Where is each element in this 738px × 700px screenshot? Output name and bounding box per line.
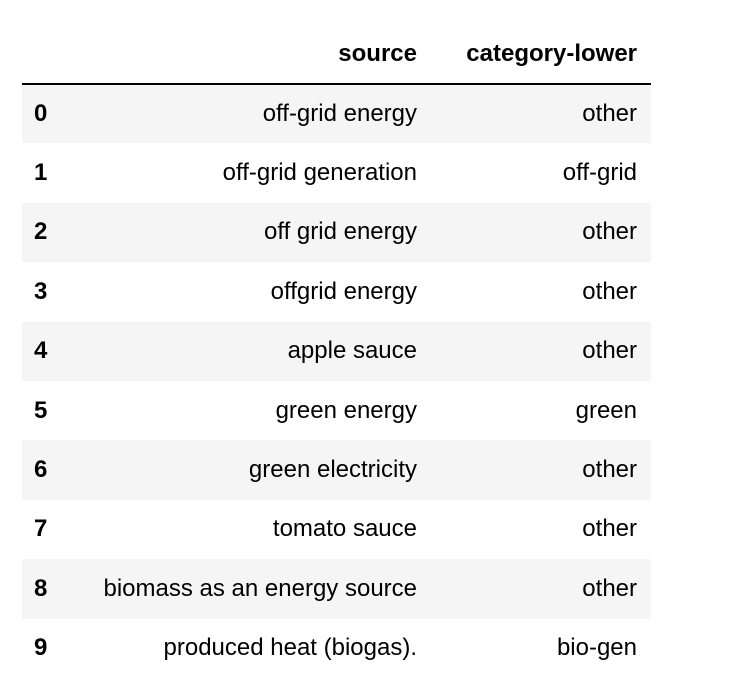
source-cell: tomato sauce: [272, 515, 417, 543]
table-row: [22, 619, 651, 678]
category-cell: other: [582, 100, 637, 128]
category-cell: other: [582, 277, 637, 305]
row-index: 9: [34, 634, 48, 662]
table-row: [22, 381, 651, 440]
category-cell: other: [582, 574, 637, 602]
table-row: [22, 440, 651, 499]
category-cell: other: [582, 218, 637, 246]
row-index: 6: [34, 456, 48, 484]
source-cell: green energy: [275, 396, 417, 424]
source-cell: green electricity: [248, 456, 417, 484]
category-cell: other: [582, 456, 637, 484]
source-cell: apple sauce: [287, 337, 417, 365]
category-cell: off-grid: [562, 159, 637, 187]
source-column-header: source: [70, 24, 431, 84]
source-cell: offgrid energy: [270, 277, 417, 305]
index-column-header: [22, 24, 70, 84]
table-row: [22, 262, 651, 321]
table-header: [22, 24, 651, 84]
source-cell: produced heat (biogas).: [163, 634, 417, 662]
row-index: 7: [34, 515, 48, 543]
category-cell: other: [582, 515, 637, 543]
category-cell: bio-gen: [556, 634, 637, 662]
row-index: 5: [34, 396, 48, 424]
header-row: [22, 24, 651, 84]
source-cell: biomass as an energy source: [103, 574, 417, 602]
category-lower-column-header: category-lower: [431, 24, 651, 84]
table-body: [22, 84, 651, 678]
table-row: [22, 143, 651, 202]
source-cell: off grid energy: [264, 218, 417, 246]
table-row: [22, 84, 651, 143]
row-index: 3: [34, 277, 48, 305]
table-row: [22, 322, 651, 381]
dataframe-table: [22, 24, 651, 678]
table-row: [22, 559, 651, 618]
row-index: 1: [34, 159, 48, 187]
category-cell: green: [575, 396, 637, 424]
source-cell: off-grid generation: [222, 159, 417, 187]
row-index: 4: [34, 337, 48, 365]
row-index: 2: [34, 218, 48, 246]
dataframe-output: [22, 24, 651, 678]
table-row: [22, 500, 651, 559]
row-index: 0: [34, 100, 48, 128]
row-index: 8: [34, 574, 48, 602]
source-cell: off-grid energy: [262, 100, 417, 128]
category-cell: other: [582, 337, 637, 365]
table-row: [22, 203, 651, 262]
